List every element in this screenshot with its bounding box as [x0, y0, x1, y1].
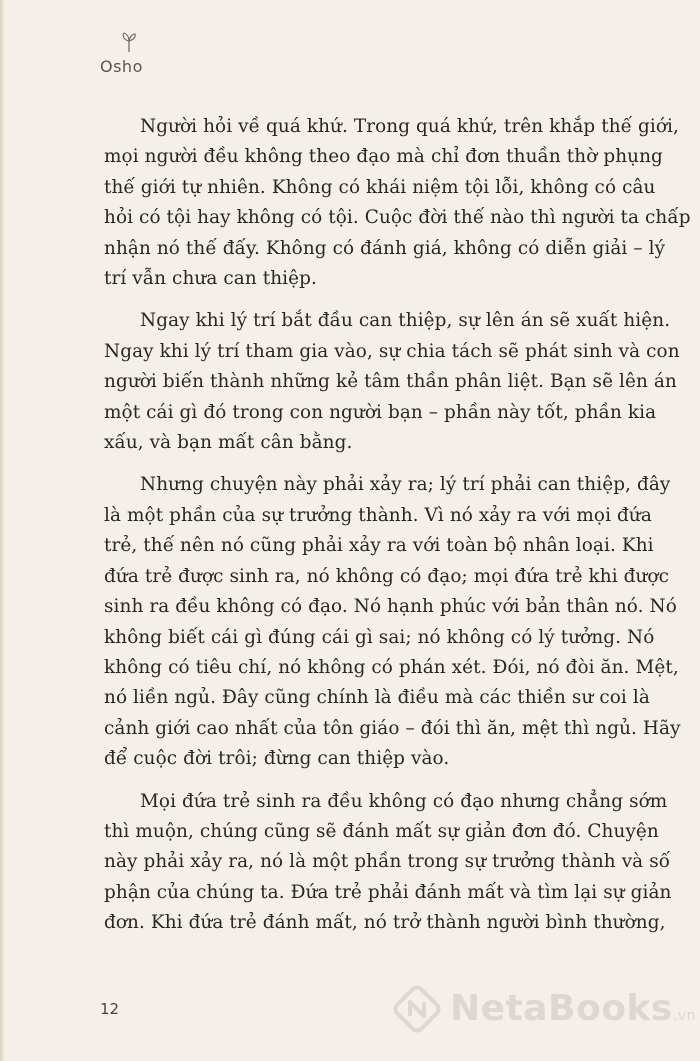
text-line: trẻ, thế nên nó cũng phải xảy ra với toàn bộ nhân loại. Khi: [104, 535, 654, 557]
text-line: Người hỏi về quá khứ. Trong quá khứ, trên khắp thế giới,: [140, 116, 679, 137]
text-line: đơn. Khi đứa trẻ đánh mất, nó trở thành người bình thường,: [104, 912, 666, 934]
watermark-suffix: .vn: [672, 1008, 696, 1024]
text-line: Ngay khi lý trí bắt đầu can thiệp, sự lên án sẽ xuất hiện.: [140, 310, 671, 332]
text-line: cảnh giới cao nhất của tôn giáo – đói thì ăn, mệt thì ngủ. Hãy: [104, 717, 681, 739]
paragraph: [104, 787, 680, 939]
watermark: [392, 982, 696, 1038]
author-name: Osho: [100, 57, 143, 76]
text-line: là một phần của sự trưởng thành. Vì nó xảy ra với mọi đứa: [104, 504, 652, 526]
running-header: [100, 32, 160, 82]
text-line: sinh ra đều không có đạo. Nó hạnh phúc với bản thân nó. Nó: [104, 596, 677, 618]
paragraph: [104, 470, 680, 774]
text-line: phận của chúng ta. Đứa trẻ phải đánh mất và tìm lại sự giản: [104, 881, 672, 903]
text-line: xấu, và bạn mất cân bằng.: [104, 432, 353, 454]
text-line: thế giới tự nhiên. Không có khái niệm tội lỗi, không có câu: [104, 176, 656, 198]
text-line: để cuộc đời trôi; đừng can thiệp vào.: [104, 748, 450, 770]
text-line: Mọi đứa trẻ sinh ra đều không có đạo nhưng chẳng sớm: [140, 790, 668, 812]
text-line: không có tiêu chí, nó không có phán xét. Đói, nó đòi ăn. Mệt,: [104, 656, 679, 678]
text-line: không biết cái gì đúng cái gì sai; nó không có lý tưởng. Nó: [104, 626, 655, 648]
page-binding-edge: [0, 0, 4, 1061]
text-line: mọi người đều không theo đạo mà chỉ đơn thuần thờ phụng: [104, 146, 663, 168]
watermark-brand: NetaBooks: [450, 988, 673, 1029]
paragraph: [104, 306, 680, 458]
paragraph: [104, 112, 691, 294]
page-number: 12: [100, 1000, 120, 1018]
watermark-text: [450, 988, 696, 1029]
netabooks-logo-icon: [392, 984, 442, 1034]
body-text: [104, 112, 691, 951]
text-line: nó liền ngủ. Đây cũng chính là điều mà các thiền sư coi là: [104, 687, 650, 709]
text-line: người biến thành những kẻ tâm thần phân liệt. Bạn sẽ lên án: [104, 371, 677, 393]
text-line: nhận nó thế đấy. Không có đánh giá, không có diễn giải – lý: [104, 237, 666, 259]
text-line: thì muộn, chúng cũng sẽ đánh mất sự giản đơn đó. Chuyện: [104, 820, 659, 842]
text-line: này phải xảy ra, nó là một phần trong sự trưởng thành và số: [104, 851, 671, 873]
text-line: Ngay khi lý trí tham gia vào, sự chia tách sẽ phát sinh và con: [104, 340, 680, 362]
leaf-icon: [120, 32, 138, 54]
text-line: một cái gì đó trong con người bạn – phần này tốt, phần kia: [104, 401, 657, 423]
text-line: đứa trẻ được sinh ra, nó không có đạo; mọi đứa trẻ khi được: [104, 565, 670, 587]
text-line: trí vẫn chưa can thiệp.: [104, 268, 317, 290]
text-line: hỏi có tội hay không có tội. Cuộc đời thế nào thì người ta chấp: [104, 207, 691, 229]
text-line: Nhưng chuyện này phải xảy ra; lý trí phải can thiệp, đây: [140, 474, 671, 496]
